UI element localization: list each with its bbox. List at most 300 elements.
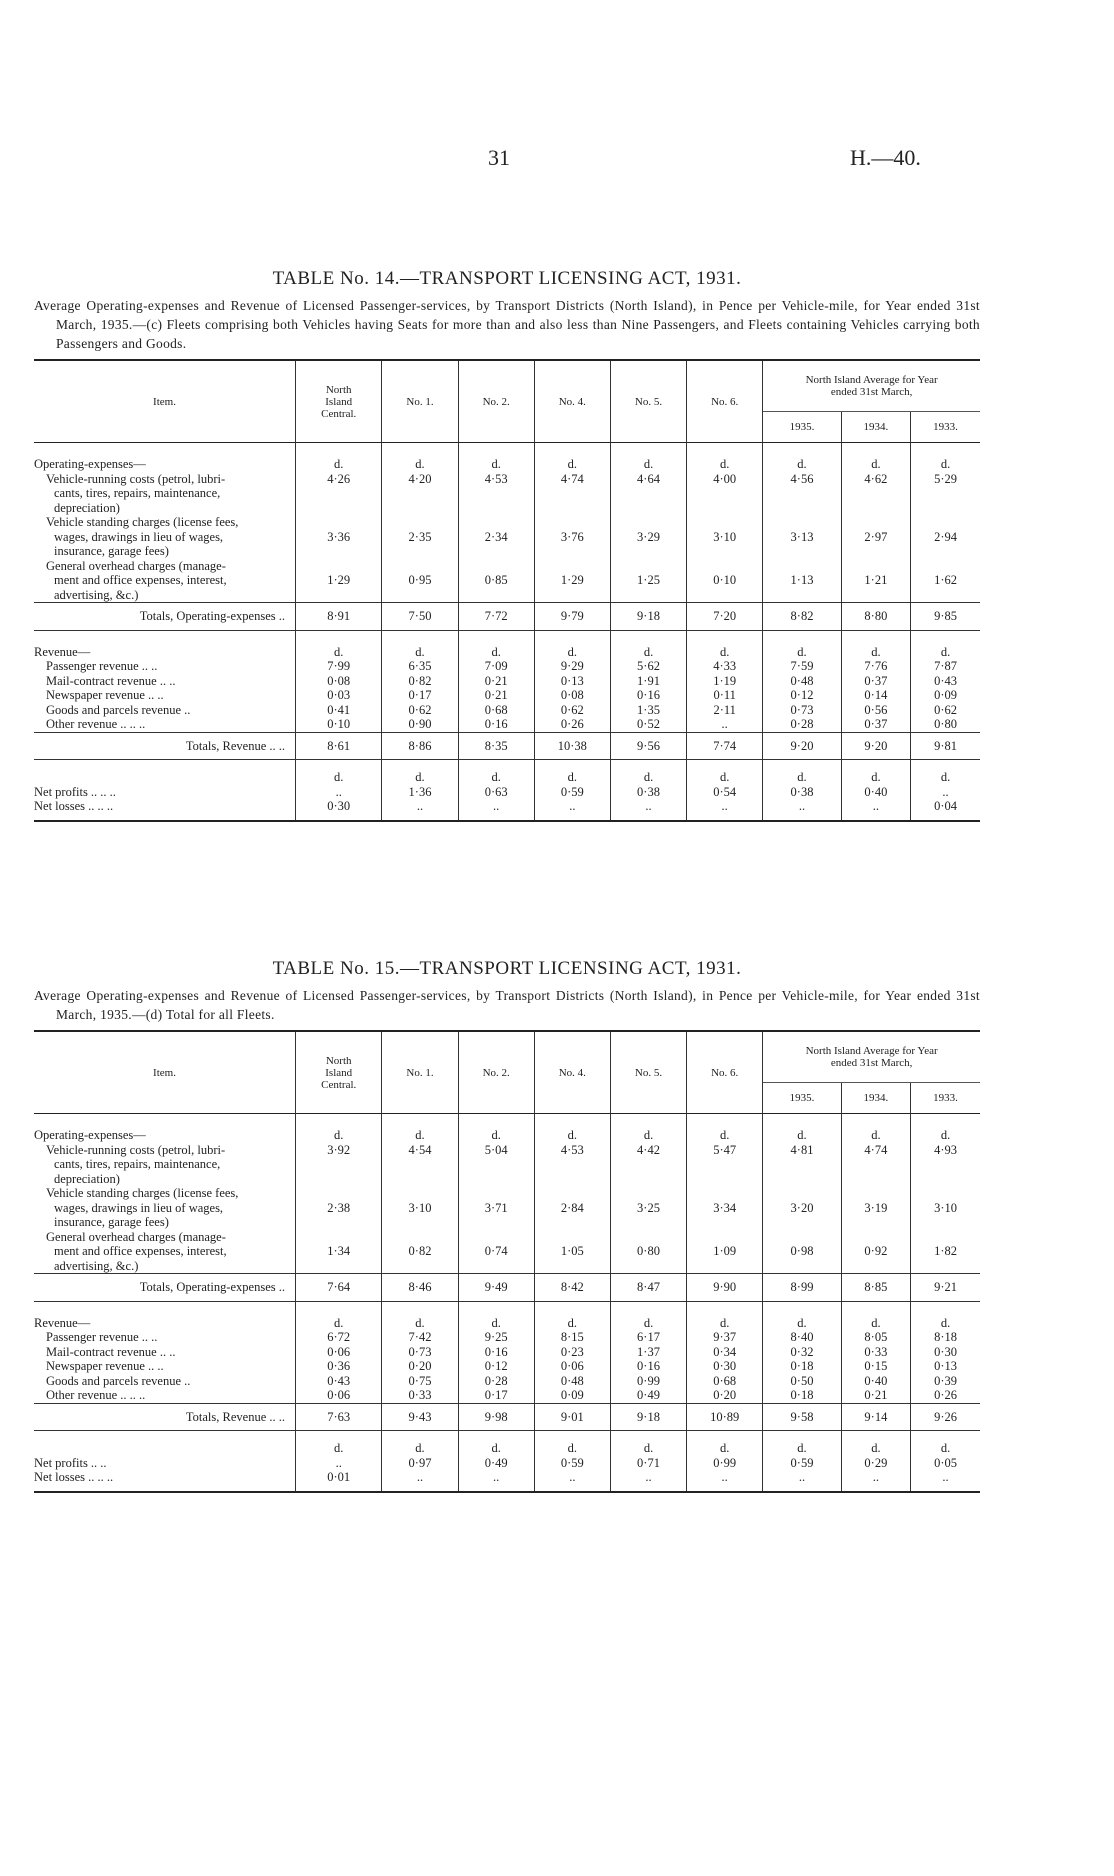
cell-value: 0·59 xyxy=(560,784,584,799)
data-cell xyxy=(458,1301,534,1403)
cell-value: d. xyxy=(334,1128,344,1142)
cell-value: 9·29 xyxy=(560,659,584,673)
total-value: 9·20 xyxy=(841,732,910,760)
data-cell xyxy=(534,1301,610,1403)
cell-value: d. xyxy=(871,1441,881,1455)
cell-value: d. xyxy=(797,644,807,659)
cell-value: 3·71 xyxy=(484,1200,508,1215)
data-cell xyxy=(458,1431,534,1492)
cell-value: 7·76 xyxy=(864,659,888,673)
cell-value: 3·92 xyxy=(327,1142,351,1157)
header-text: North xyxy=(325,383,352,396)
cell-value: d. xyxy=(491,770,501,784)
cell-value xyxy=(763,1230,840,1245)
cell-value: 0·18 xyxy=(790,1388,814,1402)
cell-value: d. xyxy=(334,457,344,471)
data-cell xyxy=(763,630,841,732)
data-cell xyxy=(763,443,841,603)
cell-value: d. xyxy=(491,644,501,659)
label-line: Other revenue .. .. .. xyxy=(46,717,146,731)
cell-value: 1·05 xyxy=(560,1244,584,1258)
cell-value: 0·18 xyxy=(790,1359,814,1373)
header-item: Item. xyxy=(153,1066,176,1079)
cell-value xyxy=(296,1215,381,1230)
cell-value xyxy=(459,1215,534,1230)
label-line: depreciation) xyxy=(54,1171,120,1186)
total-value: 9·81 xyxy=(911,732,980,760)
total-value: 9·43 xyxy=(382,1403,458,1431)
totals-label: Totals, Operating-expenses .. xyxy=(34,1274,296,1302)
cell-value xyxy=(535,1172,610,1187)
total-value: 9·20 xyxy=(763,732,841,760)
cell-value: 0·14 xyxy=(864,688,888,702)
cell-value: 2·34 xyxy=(484,529,508,544)
cell-value xyxy=(296,1186,381,1201)
row-label xyxy=(34,1431,296,1492)
cell-value xyxy=(296,486,381,501)
cell-value: d. xyxy=(797,1315,807,1330)
cell-value xyxy=(296,515,381,530)
header-district-no5: No. 5. xyxy=(610,360,686,443)
cell-value: d. xyxy=(334,770,344,784)
cell-value: 3·19 xyxy=(864,1200,888,1215)
cell-value: 0·63 xyxy=(484,784,508,799)
cell-value: 7·99 xyxy=(327,659,351,673)
cell-value: d. xyxy=(643,457,654,471)
cell-value: 0·09 xyxy=(560,1388,584,1402)
cell-value xyxy=(296,588,381,603)
cell-value xyxy=(296,501,381,516)
data-cell xyxy=(534,1114,610,1274)
label-line: Passenger revenue .. .. xyxy=(46,1330,158,1344)
label-line: Mail-contract revenue .. .. xyxy=(46,1344,176,1359)
cell-value: 0·54 xyxy=(713,784,737,799)
cell-value: .. xyxy=(645,799,652,813)
totals-row xyxy=(34,1274,980,1302)
cell-value: 0·40 xyxy=(864,784,888,799)
cell-value: 8·15 xyxy=(560,1330,584,1344)
data-cell xyxy=(382,1301,458,1403)
cell-value: .. xyxy=(493,799,500,813)
cell-value: 4·53 xyxy=(560,1142,584,1157)
cell-value: 0·74 xyxy=(484,1244,508,1258)
cell-value xyxy=(763,486,840,501)
cell-value: 0·16 xyxy=(484,717,508,731)
total-value: 9·18 xyxy=(610,603,686,631)
label-line: wages, drawings in lieu of wages, xyxy=(54,529,224,544)
cell-value xyxy=(459,515,534,530)
cell-value xyxy=(459,486,534,501)
cell-value: 0·20 xyxy=(713,1388,737,1402)
cell-value: 0·30 xyxy=(327,799,351,813)
cell-value: 4·53 xyxy=(484,471,508,486)
cell-value xyxy=(296,1157,381,1172)
cell-value: 0·48 xyxy=(560,1373,584,1388)
data-cell xyxy=(610,1114,686,1274)
cell-value: 0·34 xyxy=(713,1344,737,1359)
totals-row xyxy=(34,732,980,760)
cell-value: d. xyxy=(643,770,654,784)
cell-value: 0·08 xyxy=(327,673,351,688)
data-cell xyxy=(763,1431,841,1492)
cell-value xyxy=(842,1157,910,1172)
cell-value: 4·42 xyxy=(637,1142,660,1157)
label-line: cants, tires, repairs, maintenance, xyxy=(54,1157,221,1171)
row-label xyxy=(34,1114,296,1274)
cell-value xyxy=(535,1230,610,1245)
cell-value: 0·62 xyxy=(408,702,432,717)
cell-value: 1·82 xyxy=(934,1244,957,1258)
cell-value: 0·33 xyxy=(408,1388,432,1402)
cell-value xyxy=(535,1259,610,1274)
cell-value: 0·82 xyxy=(408,1244,432,1258)
cell-value: 0·21 xyxy=(484,673,508,688)
cell-value: d. xyxy=(643,1441,654,1455)
label-line: General overhead charges (manage- xyxy=(46,1229,226,1244)
cell-value: 0·20 xyxy=(408,1359,432,1373)
header-text: Island xyxy=(325,1066,353,1079)
data-cell xyxy=(458,1114,534,1274)
header-year-1933: 1933. xyxy=(911,412,980,443)
data-cell xyxy=(763,760,841,821)
cell-value: d. xyxy=(871,1315,881,1330)
table-row xyxy=(34,1301,980,1403)
cell-value: 0·82 xyxy=(408,673,432,688)
header-text: Central. xyxy=(321,407,357,420)
cell-value xyxy=(687,1157,762,1172)
cell-value: 6·72 xyxy=(327,1330,351,1344)
cell-value: d. xyxy=(334,1315,344,1330)
cell-value: d. xyxy=(797,770,807,784)
cell-value xyxy=(763,1215,840,1230)
cell-value xyxy=(611,1186,686,1201)
cell-value xyxy=(296,544,381,559)
total-value: 9·18 xyxy=(610,1403,686,1431)
table-row xyxy=(34,1431,980,1492)
cell-value xyxy=(842,1186,910,1201)
total-value: 8·86 xyxy=(382,732,458,760)
total-value: 7·74 xyxy=(687,732,763,760)
cell-value xyxy=(459,1230,534,1245)
cell-value: 0·90 xyxy=(408,717,432,731)
cell-value: 4·81 xyxy=(790,1142,814,1157)
cell-value: 1·29 xyxy=(327,573,351,587)
cell-value: 0·28 xyxy=(790,717,814,731)
cell-value: 0·33 xyxy=(864,1344,888,1359)
cell-value xyxy=(911,1259,980,1274)
cell-value: .. xyxy=(872,799,880,813)
total-value: 8·85 xyxy=(841,1274,910,1302)
cell-value: d. xyxy=(491,1128,501,1142)
cell-value: 0·26 xyxy=(934,1388,957,1402)
total-value: 8·61 xyxy=(296,732,382,760)
cell-value xyxy=(611,559,686,574)
total-value: 8·91 xyxy=(296,603,382,631)
row-label xyxy=(34,443,296,603)
cell-value: 0·30 xyxy=(934,1344,957,1359)
cell-value: d. xyxy=(719,644,730,659)
row-label xyxy=(34,760,296,821)
cell-value: d. xyxy=(940,1315,951,1330)
total-value: 8·82 xyxy=(763,603,841,631)
cell-value xyxy=(459,588,534,603)
cell-value: d. xyxy=(719,457,730,471)
cell-value: 0·99 xyxy=(713,1455,737,1470)
table-row xyxy=(34,443,980,603)
cell-value: .. xyxy=(942,784,949,799)
total-value: 9·98 xyxy=(458,1403,534,1431)
table-14 xyxy=(34,268,980,822)
cell-value: 0·75 xyxy=(408,1373,432,1388)
cell-value: 4·56 xyxy=(790,471,814,486)
data-cell xyxy=(296,443,382,603)
cell-value xyxy=(535,1157,610,1172)
cell-value xyxy=(535,588,610,603)
cell-value xyxy=(687,486,762,501)
cell-value: d. xyxy=(940,770,951,784)
cell-value: 1·36 xyxy=(408,784,432,799)
cell-value: 0·01 xyxy=(327,1470,351,1484)
cell-value: 9·25 xyxy=(484,1330,508,1344)
cell-value: 0·71 xyxy=(637,1455,660,1470)
data-cell xyxy=(296,1114,382,1274)
cell-value: 0·43 xyxy=(327,1373,351,1388)
cell-value: 7·42 xyxy=(408,1330,432,1344)
cell-value: 3·20 xyxy=(790,1200,814,1215)
cell-value: 0·37 xyxy=(864,717,888,731)
data-cell xyxy=(610,760,686,821)
label-line: General overhead charges (manage- xyxy=(46,558,226,573)
cell-value xyxy=(611,501,686,516)
total-value: 9·56 xyxy=(610,732,686,760)
data-cell xyxy=(911,1301,980,1403)
cell-value: 0·36 xyxy=(327,1359,351,1373)
cell-value xyxy=(611,1172,686,1187)
total-value: 7·72 xyxy=(458,603,534,631)
label-line: insurance, garage fees) xyxy=(54,544,169,558)
cell-value: d. xyxy=(719,770,730,784)
cell-value: 1·37 xyxy=(637,1344,660,1359)
cell-value xyxy=(687,559,762,574)
cell-value xyxy=(842,515,910,530)
cell-value: 3·13 xyxy=(790,529,814,544)
data-cell xyxy=(763,1301,841,1403)
cell-value: 4·54 xyxy=(408,1142,432,1157)
cell-value xyxy=(611,588,686,603)
cell-value: 0·49 xyxy=(484,1455,508,1470)
cell-value: d. xyxy=(415,1128,425,1142)
data-cell xyxy=(610,630,686,732)
cell-value: 0·85 xyxy=(484,573,508,587)
totals-row xyxy=(34,603,980,631)
data-cell xyxy=(610,1301,686,1403)
cell-value: .. xyxy=(798,1470,806,1484)
cell-value: 4·26 xyxy=(327,471,351,486)
cell-value: 0·38 xyxy=(790,784,814,799)
cell-value: d. xyxy=(871,457,881,471)
total-value: 9·49 xyxy=(458,1274,534,1302)
cell-value: 0·06 xyxy=(327,1344,351,1359)
cell-value xyxy=(611,1259,686,1274)
cell-value: 0·97 xyxy=(408,1455,432,1470)
cell-value xyxy=(459,1259,534,1274)
cell-value: 0·38 xyxy=(637,784,660,799)
cell-value: 0·59 xyxy=(790,1455,814,1470)
totals-label: Totals, Revenue .. .. xyxy=(34,1403,296,1431)
cell-value: d. xyxy=(567,1441,578,1455)
totals-row xyxy=(34,1403,980,1431)
data-cell xyxy=(296,1431,382,1492)
cell-value: 3·10 xyxy=(713,529,737,544)
cell-value: 3·29 xyxy=(637,529,660,544)
cell-value: 1·35 xyxy=(637,702,660,717)
cell-value: d. xyxy=(415,770,425,784)
cell-value: d. xyxy=(491,1315,501,1330)
cell-value: 0·05 xyxy=(934,1455,957,1470)
cell-value: 1·62 xyxy=(934,573,957,587)
total-value: 9·85 xyxy=(911,603,980,631)
cell-value: 2·84 xyxy=(560,1200,584,1215)
data-cell xyxy=(296,1301,382,1403)
cell-value: .. xyxy=(493,1470,500,1484)
cell-value xyxy=(611,1157,686,1172)
cell-value: 1·29 xyxy=(560,573,584,587)
label-line: ment and office expenses, interest, xyxy=(54,1244,227,1258)
cell-value xyxy=(911,588,980,603)
cell-value xyxy=(911,1215,980,1230)
cell-value: d. xyxy=(940,1128,951,1142)
cell-value xyxy=(382,1230,457,1245)
cell-value xyxy=(296,1230,381,1245)
cell-value xyxy=(911,1230,980,1245)
cell-value: 0·17 xyxy=(408,688,432,702)
cell-value: 0·12 xyxy=(790,688,814,702)
data-cell xyxy=(841,443,910,603)
data-cell xyxy=(296,760,382,821)
cell-value: .. xyxy=(569,799,576,813)
total-value: 8·47 xyxy=(610,1274,686,1302)
cell-value: d. xyxy=(334,644,344,659)
table-subtitle: Average Operating-expenses and Revenue of Licensed Passenger-services, by Transport Districts (North Island), in Pence per Vehicle-mile, for Year ended 31st March, 1935.—(d) Total for all Fleets. xyxy=(34,988,980,1022)
cell-value: d. xyxy=(415,1315,425,1330)
cell-value: 2·97 xyxy=(864,529,888,544)
cell-value: 0·43 xyxy=(934,673,957,688)
data-cell xyxy=(841,1301,910,1403)
cell-value: 4·74 xyxy=(864,1142,888,1157)
cell-value: d. xyxy=(940,457,951,471)
cell-value: 2·11 xyxy=(713,702,736,717)
header-district-no1: No. 1. xyxy=(382,360,458,443)
cell-value xyxy=(535,486,610,501)
cell-value: 0·73 xyxy=(790,702,814,717)
cell-value xyxy=(535,515,610,530)
cell-value: 0·03 xyxy=(327,688,351,702)
label-line: Revenue— xyxy=(34,1315,91,1330)
label-line: advertising, &c.) xyxy=(54,1258,139,1273)
header-text: ended 31st March, xyxy=(830,1057,913,1069)
total-value: 8·35 xyxy=(458,732,534,760)
cell-value: d. xyxy=(719,1128,730,1142)
cell-value: d. xyxy=(567,457,578,471)
label-line: wages, drawings in lieu of wages, xyxy=(54,1200,224,1215)
header-district-no5: No. 5. xyxy=(610,1031,686,1114)
label-line xyxy=(34,770,295,785)
cell-value xyxy=(611,515,686,530)
cell-value: .. xyxy=(645,1470,652,1484)
table-subtitle: Average Operating-expenses and Revenue of Licensed Passenger-services, by Transport Districts (North Island), in Pence per Vehicle-mile, for Year ended 31st March, 1935.—(c) Fleets comprising both Vehicles having Seats for more than and also less than Nine Passengers, and Fleets containing Vehicles carrying both Passengers and Goods. xyxy=(34,298,980,351)
data-cell xyxy=(610,1431,686,1492)
cell-value: 0·59 xyxy=(560,1455,584,1470)
cell-value: 5·29 xyxy=(934,471,957,486)
cell-value xyxy=(842,501,910,516)
total-value: 8·99 xyxy=(763,1274,841,1302)
cell-value: 1·91 xyxy=(637,673,660,688)
cell-value xyxy=(382,1186,457,1201)
cell-value xyxy=(459,1172,534,1187)
table-row xyxy=(34,1114,980,1274)
cell-value: d. xyxy=(567,1128,578,1142)
cell-value xyxy=(687,1186,762,1201)
cell-value: 0·11 xyxy=(713,688,736,702)
data-cell xyxy=(458,443,534,603)
cell-value: 4·62 xyxy=(864,471,888,486)
cell-value xyxy=(687,588,762,603)
cell-value xyxy=(687,1215,762,1230)
cell-value: 0·41 xyxy=(327,702,351,717)
cell-value: 7·59 xyxy=(790,659,814,673)
label-line: Vehicle-running costs (petrol, lubri- xyxy=(46,1142,226,1157)
cell-value xyxy=(382,544,457,559)
cell-value: 4·00 xyxy=(713,471,737,486)
data-cell xyxy=(296,630,382,732)
label-line: Vehicle standing charges (license fees, xyxy=(46,515,239,529)
label-line: depreciation) xyxy=(54,500,120,515)
total-value: 10·89 xyxy=(687,1403,763,1431)
cell-value xyxy=(687,515,762,530)
cell-value xyxy=(763,544,840,559)
cell-value xyxy=(687,1172,762,1187)
cell-value: 3·10 xyxy=(408,1200,432,1215)
cell-value: .. xyxy=(872,1470,880,1484)
total-value: 9·58 xyxy=(763,1403,841,1431)
cell-value: d. xyxy=(797,457,807,471)
data-cell xyxy=(687,760,763,821)
cell-value: 6·35 xyxy=(408,659,432,673)
cell-value xyxy=(382,1259,457,1274)
cell-value: 0·12 xyxy=(484,1359,508,1373)
cell-value xyxy=(911,544,980,559)
data-cell xyxy=(841,630,910,732)
header-text: ended 31st March, xyxy=(830,386,913,398)
cell-value xyxy=(763,1259,840,1274)
cell-value: 1·25 xyxy=(637,573,660,587)
cell-value xyxy=(296,559,381,574)
cell-value xyxy=(687,1259,762,1274)
cell-value: 0·39 xyxy=(934,1373,957,1388)
header-text: North xyxy=(325,1054,352,1067)
cell-value xyxy=(911,559,980,574)
data-cell xyxy=(841,1114,910,1274)
label-line: Other revenue .. .. .. xyxy=(46,1388,146,1402)
cell-value: 0·26 xyxy=(560,717,584,731)
cell-value: 4·20 xyxy=(408,471,432,486)
label-line xyxy=(34,1441,295,1456)
cell-value xyxy=(459,1186,534,1201)
cell-value: 0·62 xyxy=(934,702,957,717)
cell-value: 0·13 xyxy=(934,1359,957,1373)
cell-value xyxy=(535,559,610,574)
total-value: 9·01 xyxy=(534,1403,610,1431)
